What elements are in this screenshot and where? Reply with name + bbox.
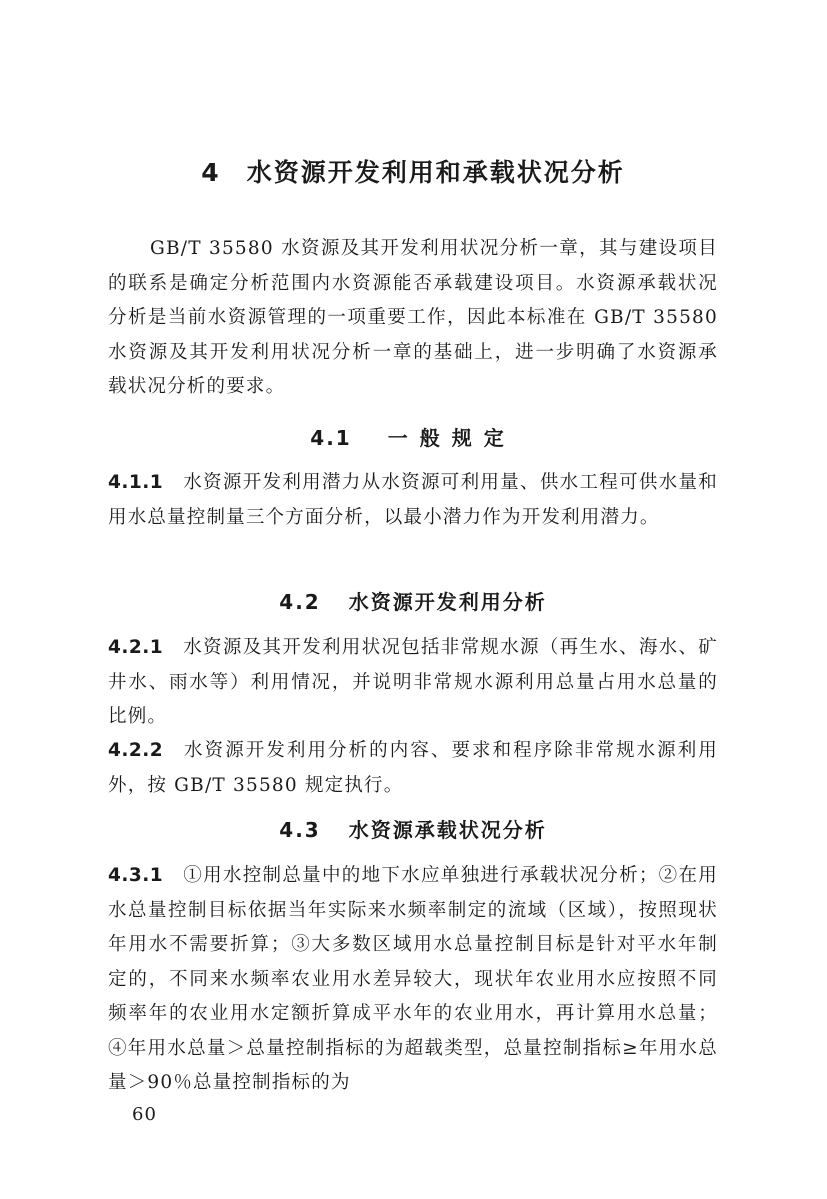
chapter-title-text: 水资源开发利用和承载状况分析 <box>246 158 625 187</box>
chapter-title <box>108 153 718 189</box>
section-number: 4.2 <box>279 590 321 614</box>
clause-number: 4.3.1 <box>108 865 164 886</box>
section-number: 4.3 <box>279 818 321 842</box>
section-title-4-1 <box>108 422 718 451</box>
page-number: 60 <box>132 1104 157 1125</box>
chapter-number: 4 <box>201 158 221 187</box>
section-title-4-2 <box>108 586 718 615</box>
section-title-text: 水资源开发利用分析 <box>348 590 547 614</box>
clause-text: 水资源及其开发利用状况包括非常规水源（再生水、海水、矿井水、雨水等）利用情况，并说明非常规水源利用总量占用水总量的比例。 <box>108 637 718 727</box>
clause-number: 4.2.2 <box>108 740 164 761</box>
clause-text: ①用水控制总量中的地下水应单独进行承载状况分析；②在用水总量控制目标依据当年实际来水频率制定的流域（区域），按照现状年用水不需要折算；③大多数区域用水总量控制目标是针对平水年制定的，不同来水频率农业用水差异较大，现状年农业用水应按照不同频率年的农业用水定额折算成平水年的农业用水，再计算用水总量；④年用水总量＞总量控制指标的为超载类型，总量控制指标≥年用水总量＞90％总量控制指标的为 <box>108 865 718 1093</box>
clause-number: 4.2.1 <box>108 637 164 658</box>
section-number: 4.1 <box>310 426 352 450</box>
clause-text: 水资源开发利用分析的内容、要求和程序除非常规水源利用外，按 GB/T 35580 规定执行。 <box>108 740 718 796</box>
clause-4-1-1 <box>108 466 718 535</box>
section-title-text: 一般规定 <box>387 426 516 450</box>
intro-paragraph: GB/T 35580 水资源及其开发利用状况分析一章，其与建设项目的联系是确定分析范围内水资源能否承载建设项目。水资源承载状况分析是当前水资源管理的一项重要工作，因此本标准在 GB/T 35580 水资源及其开发利用状况分析一章的基础上，进一步明确了水资源承载状况分析的要求。 <box>108 238 718 397</box>
clause-4-3-1 <box>108 859 718 1101</box>
clause-text: 水资源开发利用潜力从水资源可利用量、供水工程可供水量和用水总量控制量三个方面分析，以最小潜力作为开发利用潜力。 <box>108 472 718 528</box>
section-title-4-3 <box>108 814 718 843</box>
clause-4-2-2 <box>108 734 718 803</box>
clause-4-2-1 <box>108 631 718 735</box>
clause-number: 4.1.1 <box>108 472 164 493</box>
section-title-text: 水资源承载状况分析 <box>348 818 547 842</box>
